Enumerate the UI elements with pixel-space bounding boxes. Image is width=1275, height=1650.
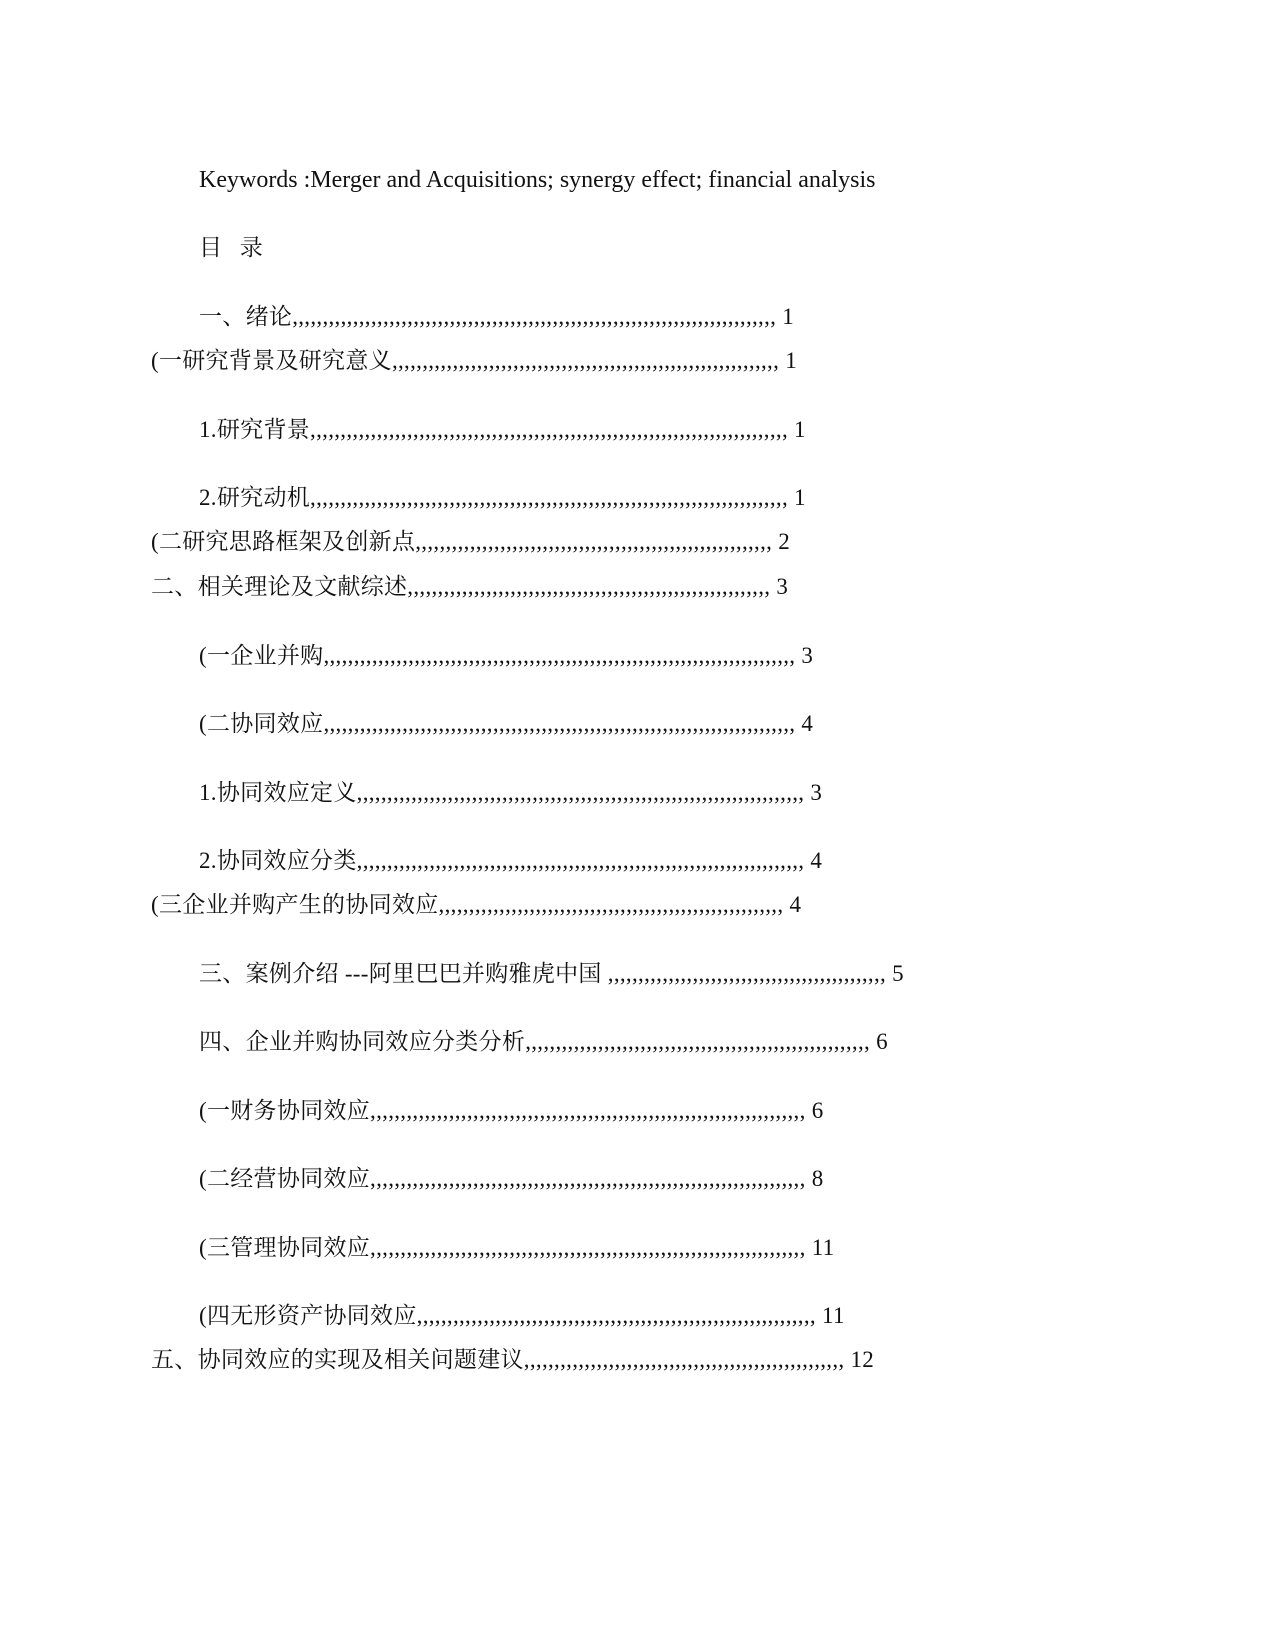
toc-entry: (一财务协同效应,,,,,,,,,,,,,,,,,,,,,,,,,,,,,,,,,,,,,,,,,,,,,,,,,,,,,,,,,,,,,,,,,,,,,,,, 6 [199, 1098, 824, 1123]
toc-entry: 2.协同效应分类,,,,,,,,,,,,,,,,,,,,,,,,,,,,,,,,,,,,,,,,,,,,,,,,,,,,,,,,,,,,,,,,,,,,,,,,,, 4 [199, 848, 823, 873]
toc-entry: (一研究背景及研究意义,,,,,,,,,,,,,,,,,,,,,,,,,,,,,,,,,,,,,,,,,,,,,,,,,,,,,,,,,,,,,,,, 1 [151, 348, 798, 373]
toc-entry: (三企业并购产生的协同效应,,,,,,,,,,,,,,,,,,,,,,,,,,,,,,,,,,,,,,,,,,,,,,,,,,,,,,,,, 4 [151, 892, 802, 917]
toc-entry: 三、案例介绍 ---阿里巴巴并购雅虎中国 ,,,,,,,,,,,,,,,,,,,,,,,,,,,,,,,,,,,,,,,,,,,,,, 5 [199, 961, 904, 986]
toc-entry: (一企业并购,,,,,,,,,,,,,,,,,,,,,,,,,,,,,,,,,,,,,,,,,,,,,,,,,,,,,,,,,,,,,,,,,,,,,,,,,,,,,, 3 [199, 643, 814, 668]
toc-entry: (二经营协同效应,,,,,,,,,,,,,,,,,,,,,,,,,,,,,,,,,,,,,,,,,,,,,,,,,,,,,,,,,,,,,,,,,,,,,,,, 8 [199, 1166, 824, 1191]
keywords-line: Keywords :Merger and Acquisitions; synergy effect; financial analysis [199, 167, 876, 193]
toc-entry: 四、企业并购协同效应分类分析,,,,,,,,,,,,,,,,,,,,,,,,,,,,,,,,,,,,,,,,,,,,,,,,,,,,,,,,, 6 [199, 1029, 888, 1054]
toc-entry: 五、协同效应的实现及相关问题建议,,,,,,,,,,,,,,,,,,,,,,,,,,,,,,,,,,,,,,,,,,,,,,,,,,,,, 12 [151, 1347, 875, 1372]
toc-entry: 1.研究背景,,,,,,,,,,,,,,,,,,,,,,,,,,,,,,,,,,,,,,,,,,,,,,,,,,,,,,,,,,,,,,,,,,,,,,,,,,,,,,, 1 [199, 417, 806, 442]
toc-title: 目 录 [199, 235, 269, 260]
toc-entry: (三管理协同效应,,,,,,,,,,,,,,,,,,,,,,,,,,,,,,,,,,,,,,,,,,,,,,,,,,,,,,,,,,,,,,,,,,,,,,,, 11 [199, 1235, 835, 1260]
toc-entry: 一、绪论,,,,,,,,,,,,,,,,,,,,,,,,,,,,,,,,,,,,,,,,,,,,,,,,,,,,,,,,,,,,,,,,,,,,,,,,,,,,,,,, 1 [199, 304, 795, 329]
toc-entry: (四无形资产协同效应,,,,,,,,,,,,,,,,,,,,,,,,,,,,,,,,,,,,,,,,,,,,,,,,,,,,,,,,,,,,,,,,,, 11 [199, 1303, 845, 1328]
toc-entry: (二研究思路框架及创新点,,,,,,,,,,,,,,,,,,,,,,,,,,,,,,,,,,,,,,,,,,,,,,,,,,,,,,,,,,, 2 [151, 529, 791, 554]
toc-entry: 二、相关理论及文献综述,,,,,,,,,,,,,,,,,,,,,,,,,,,,,,,,,,,,,,,,,,,,,,,,,,,,,,,,,,,, 3 [151, 574, 789, 599]
toc-entry: 1.协同效应定义,,,,,,,,,,,,,,,,,,,,,,,,,,,,,,,,,,,,,,,,,,,,,,,,,,,,,,,,,,,,,,,,,,,,,,,,,, 3 [199, 780, 823, 805]
toc-entry: 2.研究动机,,,,,,,,,,,,,,,,,,,,,,,,,,,,,,,,,,,,,,,,,,,,,,,,,,,,,,,,,,,,,,,,,,,,,,,,,,,,,,, 1 [199, 485, 806, 510]
toc-entry: (二协同效应,,,,,,,,,,,,,,,,,,,,,,,,,,,,,,,,,,,,,,,,,,,,,,,,,,,,,,,,,,,,,,,,,,,,,,,,,,,,,, 4 [199, 711, 814, 736]
